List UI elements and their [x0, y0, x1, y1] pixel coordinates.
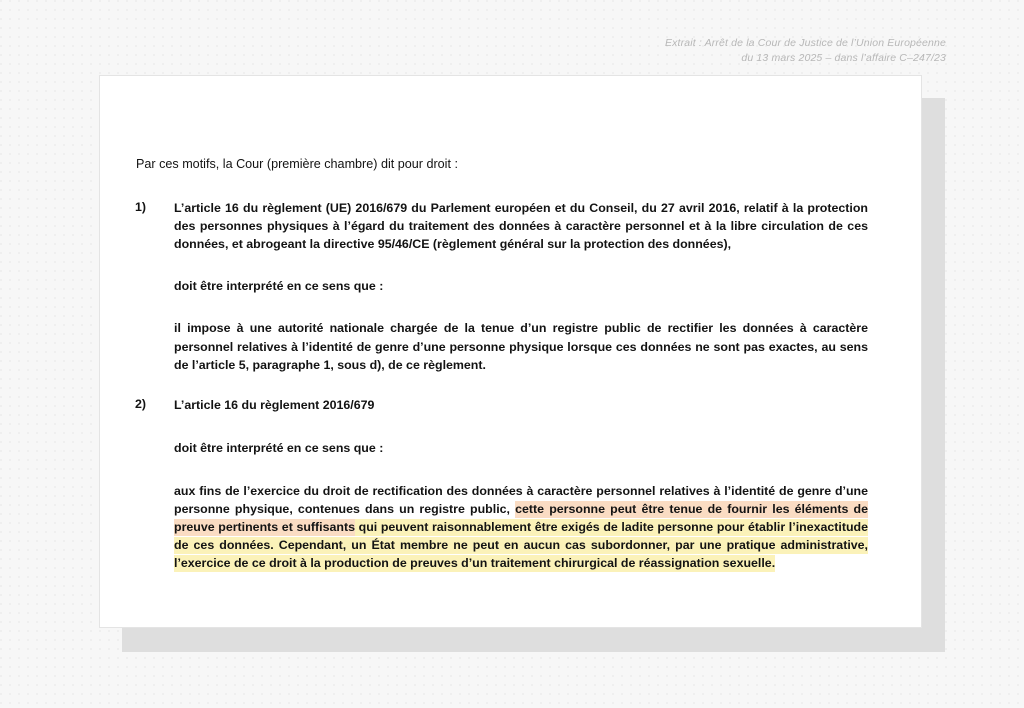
document-content — [135, 156, 868, 573]
ruling-item-1-content — [174, 199, 868, 374]
ruling-item-2 — [135, 396, 868, 573]
highlight-peach: cette personne peut être tenue de fournir les éléments de preuve pertinents et suffisants — [174, 502, 868, 535]
caption-line-1: Extrait : Arrêt de la Cour de Justice de l’Union Européenne — [664, 37, 946, 49]
ruling-item-2-main: L’article 16 du règlement 2016/679 — [174, 397, 375, 412]
caption-line-2: du 13 mars 2025 – dans l’affaire C–247/23 — [741, 52, 946, 65]
document-page-stack — [99, 75, 945, 652]
ruling-item-1 — [135, 199, 868, 374]
ruling-item-2-connector: doit être interprété en ce sens que : — [174, 440, 384, 455]
spacer — [135, 374, 868, 396]
ruling-item-1-connector: doit être interprété en ce sens que : — [174, 279, 384, 294]
spacer — [174, 457, 868, 482]
document-source-caption — [665, 36, 946, 66]
ruling-text-plain: aux fins de l’exercice du droit de rectification des données à caractère personnel relatives à l’identité de genre d’une personne physique, contenues dans un registre public, — [174, 483, 868, 517]
ruling-item-2-number: 2) — [135, 396, 147, 411]
document-page — [99, 75, 922, 628]
ruling-item-2-content — [174, 396, 868, 573]
spacer — [174, 295, 868, 319]
ruling-intro-line: Par ces motifs, la Cour (première chambre) dit pour droit : — [136, 157, 458, 171]
spacer — [174, 414, 868, 439]
ruling-item-2-ruling — [174, 482, 868, 573]
ruling-item-1-number: 1) — [135, 200, 147, 214]
ruling-item-1-main: L’article 16 du règlement (UE) 2016/679 du Parlement européen et du Conseil, du 27 avril 2016, relatif à la protection des personnes physiques à l’égard du traitement des données à caractère personnel et à la libre circulation de ces données, et abrogeant la directive 95/46/CE (règlement général sur la protection des données), — [174, 201, 868, 252]
highlight-yellow: qui peuvent raisonnablement être exigés de ladite personne pour établir l’inexactitude de ces données. Cependant, un État membre ne peut en aucun cas subordonner, par une pratique administrative, l’exercice de ce droit à la production de preuves d’un traitement chirurgical de réassignation sexuelle. — [174, 520, 868, 571]
ruling-item-1-ruling: il impose à une autorité nationale chargée de la tenue d’un registre public de rectifier les données à caractère personnel relatives à l’identité de genre d’une personne physique lorsque ces données ne sont pas exactes, au sens de l’article 5, paragraphe 1, sous d), de ce règlement. — [174, 321, 868, 372]
spacer — [174, 253, 868, 277]
